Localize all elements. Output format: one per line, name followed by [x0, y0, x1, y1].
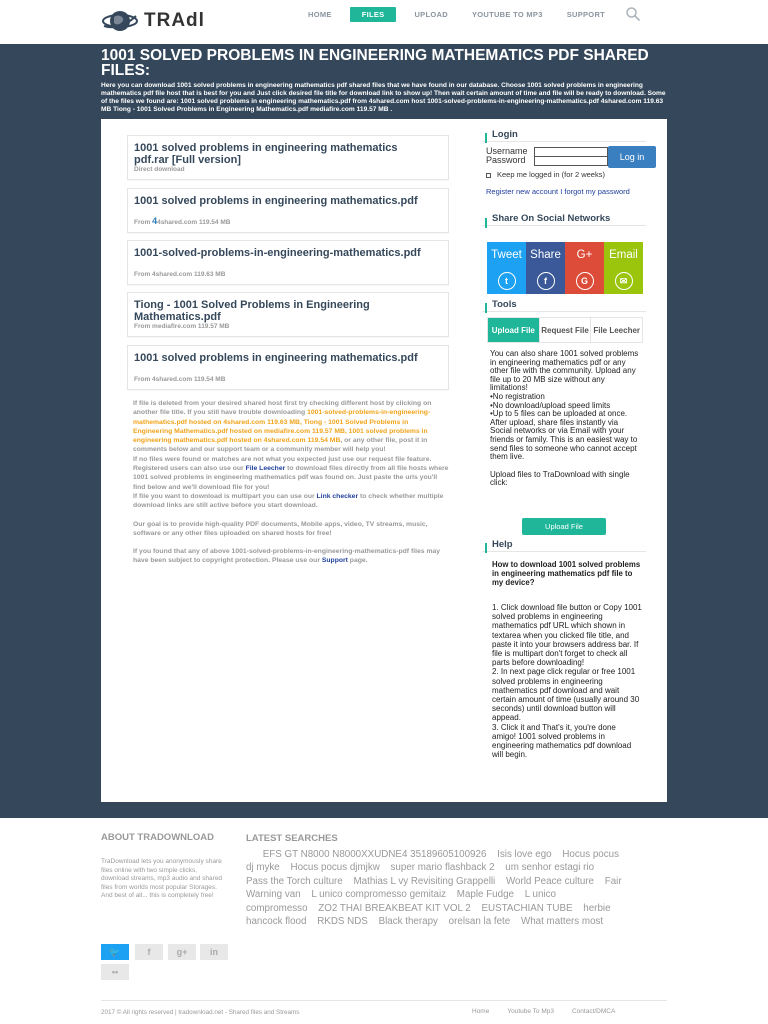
register-links — [486, 187, 646, 196]
file-card[interactable] — [127, 240, 449, 285]
info-p1b: , or any other file, post it in comments below and our support team or a community member will help you! — [133, 437, 428, 454]
search-link[interactable]: RKDS NDS — [317, 916, 368, 928]
upload-file-button[interactable]: Upload File — [522, 518, 606, 535]
footer-links — [472, 1008, 633, 1015]
nav-youtube-to-mp3[interactable]: YOUTUBE TO MP3 — [471, 9, 543, 19]
tools-heading: Tools — [482, 298, 646, 312]
keep-logged-in[interactable]: Keep me logged in (for 2 weeks) — [486, 171, 646, 180]
search-link[interactable]: Isis love ego — [497, 849, 552, 860]
file-title[interactable]: 1001 solved problems in engineering mathematics.pdf — [134, 195, 418, 207]
search-link[interactable]: orelsan la fete — [448, 916, 511, 928]
page-title: 1001 SOLVED PROBLEMS IN ENGINEERING MATHEMATICS PDF SHARED FILES: — [101, 47, 649, 79]
search-link[interactable]: Black therapy — [378, 916, 438, 928]
info-highlight-links[interactable]: 1001-solved-problems-in-engineering-mathematics.pdf hosted on 4shared.com 119.63 MB, Tiong - 1001 Solved Problems in Engineering Mathematics.pdf hosted on mediafire.com 119.57 MB, 1001 solved problems in engineering mathematics.pdf hosted on 4shared.com 119.54 MB — [133, 409, 431, 445]
facebook-icon[interactable]: f — [135, 944, 163, 960]
file-card[interactable] — [127, 135, 449, 180]
help-heading: Help — [482, 538, 646, 552]
info-p4a: If file you want to download is multipart you can use our — [133, 492, 317, 500]
email-icon[interactable]: ✉ — [604, 268, 643, 294]
about-text: TraDownload lets you anonymously share files online with two simple clicks, download streams, mp3 audio and shared files from worlds most popular Storages. And best of all... this is completely free! — [101, 858, 223, 900]
share-heading: Share On Social Networks — [482, 212, 646, 226]
register-link[interactable]: Register new account — [486, 187, 559, 196]
facebook-icon[interactable]: f — [526, 268, 565, 294]
tools-text — [490, 350, 642, 488]
file-meta: From mediafire.com 119.57 MB — [134, 323, 230, 330]
page-description: Here you can download 1001 solved problems in engineering mathematics pdf shared files that we have found in our database. Choose 1001 solved problems in engineering mathematics pdf file host that is best for you and Just click desired file title for download link to show up! Then wait certain amount of time and file will be ready to download. Some of the files we found are: 1001 solved problems in engineering mathematics.pdf from 4shared.com host 1001-solved-problems-in-engineering-mathematics.pdf 4shared.com 119.63 MB Tiong - 1001 Solved Problems in Engineering Mathematics.pdf mediafire.com 119.57 MB . — [101, 82, 666, 113]
info-p1a: If file is deleted from your desired shared host first try checking different host by clicking on another file title. If you still have trouble downloading — [133, 400, 432, 417]
tools-tabs — [487, 317, 643, 343]
search-link[interactable]: Fair Warning van — [246, 875, 622, 901]
login-heading: Login — [482, 128, 646, 142]
search-link[interactable]: World Peace culture — [505, 875, 595, 887]
tools-bullet: •No download/upload speed limits — [490, 400, 611, 410]
flickr-icon[interactable]: •• — [101, 964, 129, 980]
info-p3b: to download files directly from all file hosts where 1001 solved problems in engineering mathematics pdf was found on. Just paste the urls you'll find below and we'll download file for you! — [133, 465, 449, 491]
search-link[interactable]: herbie hancock flood — [246, 902, 611, 928]
link-checker-link[interactable]: Link checker — [316, 492, 359, 500]
help-step: 2. In next page click regular or free 1001 solved problems in engineering mathematics pdf download and wait certain amount of time (usually around 30 seconds) until download button will appead. — [492, 667, 640, 723]
tools-bullet: •No registration — [490, 391, 545, 401]
nav-home[interactable]: HOME — [308, 9, 332, 19]
main-nav — [296, 6, 641, 22]
footer-divider — [101, 1000, 667, 1001]
search-link[interactable]: L unico compromesso gemitaiz — [311, 889, 447, 901]
logo-text: TRAdl — [144, 10, 205, 31]
tab-file-leecher[interactable]: File Leecher — [593, 325, 641, 335]
twitter-icon[interactable]: 🐦 — [101, 944, 129, 960]
search-icon[interactable] — [625, 6, 641, 22]
search-link[interactable]: um senhor estagi rio — [505, 862, 595, 874]
meta-host: 4shared.com 119.54 MB — [157, 219, 231, 226]
latest-searches-heading: LATEST SEARCHES — [246, 833, 338, 844]
keep-checkbox[interactable] — [486, 173, 491, 178]
share-grid — [487, 242, 643, 295]
file-card[interactable] — [127, 345, 449, 390]
latest-searches — [246, 848, 626, 928]
info-p3a: Registered users can also use our — [133, 465, 246, 473]
forgot-password-link[interactable]: I forgot my password — [560, 187, 630, 196]
info-p6b: page. — [347, 557, 368, 565]
nav-files[interactable]: FILES — [350, 7, 397, 22]
search-link[interactable]: Hocus pocus dj myke — [246, 849, 619, 874]
4shared-logo-icon: 4 — [152, 216, 158, 226]
tools-intro: You can also share 1001 solved problems in engineering mathematics pdf or any other file with the community. Upload any file up to 20 MB size without any limitations! — [490, 349, 639, 393]
search-link[interactable]: EFS GT N8000 N8000XXUDNE4 35189605100926 — [262, 849, 487, 860]
file-title[interactable]: 1001-solved-problems-in-engineering-mathematics.pdf — [134, 247, 421, 259]
nav-support[interactable]: SUPPORT — [566, 9, 606, 19]
search-link[interactable]: What matters most — [520, 916, 604, 928]
file-card[interactable] — [127, 292, 449, 337]
tools-bullet: •Up to 5 files can be uploaded at once. — [490, 409, 628, 419]
linkedin-icon[interactable]: in — [200, 944, 228, 960]
file-card[interactable] — [127, 188, 449, 233]
username-label: Username — [486, 146, 528, 156]
info-p5: Our goal is to provide high-quality PDF documents, Mobile apps, video, TV streams, music, software or any other files uploaded on shared hosts for free! — [133, 520, 428, 537]
email-share-button[interactable]: Email — [604, 242, 643, 268]
footer-contact-link[interactable]: Contact/DMCA — [571, 1008, 616, 1015]
help-answer — [492, 603, 642, 759]
googleplus-icon[interactable]: G — [565, 268, 604, 294]
search-link[interactable]: EUSTACHIAN TUBE — [481, 902, 573, 914]
info-p4b: to check whether multiple download links are still active before you start download. — [133, 492, 444, 510]
tweet-button[interactable]: Tweet — [487, 242, 526, 268]
password-input[interactable] — [534, 156, 608, 166]
file-title[interactable]: 1001 solved problems in engineering mathematics.pdf — [134, 352, 418, 364]
search-link[interactable]: Pass the Torch culture — [246, 875, 343, 887]
file-leecher-link[interactable]: File Leecher — [245, 465, 286, 473]
help-step: 1. Click download file button or Copy 1001 solved problems in engineering mathematics pdf URL which shown in textarea when you clicked file title, and paste it into your browsers address bar. If file is multipart don't forget to check all parts before downloading! — [492, 603, 642, 668]
tools-text3: Upload files to TraDownload with single click: — [490, 469, 630, 488]
info-text — [133, 399, 449, 566]
about-heading: ABOUT TRADOWNLOAD — [101, 832, 214, 843]
file-meta: From 4shared.com 119.54 MB — [134, 376, 226, 383]
search-link[interactable]: Hocus pocus djmjkw — [290, 862, 380, 874]
tab-request-file[interactable]: Request File — [540, 318, 592, 342]
footer-youtube-link[interactable]: Youtube To Mp3 — [507, 1008, 554, 1015]
login-button[interactable]: Log in — [608, 146, 656, 168]
googleplus-share-button[interactable]: G+ — [565, 242, 604, 268]
tools-text2: After upload, share files instantly via Social networks or via Email with your friends or family. This is an easiest way to send files to someone who cannot accept them live. — [490, 417, 638, 462]
file-title[interactable]: 1001 solved problems in engineering mathematics pdf.rar [Full version] — [134, 142, 398, 166]
nav-upload[interactable]: UPLOAD — [414, 9, 448, 19]
search-link[interactable]: super mario flashback 2 — [390, 862, 495, 874]
file-meta: Direct download — [134, 166, 185, 173]
help-question: How to download 1001 solved problems in engineering mathematics pdf file to my device? — [492, 560, 641, 587]
search-link[interactable]: Maple Fudge — [456, 889, 514, 901]
help-step: 3. Click it and That's it, you're done amigo! 1001 solved problems in engineering mathematics pdf download will begin. — [492, 722, 632, 760]
file-meta — [134, 216, 230, 226]
info-p2: If no files were found or matches are not what you expected just use our request file feature. — [133, 455, 432, 463]
facebook-share-button[interactable]: Share — [526, 242, 565, 268]
meta-prefix: From — [134, 219, 151, 226]
copyright: 2017 © All rights reserved | tradownload.net - Shared files and Streams — [101, 1009, 300, 1016]
password-label: Password — [486, 155, 526, 165]
search-link[interactable]: ZO2 THAI BREAKBEAT KIT VOL 2 — [318, 902, 471, 914]
support-link[interactable]: Support — [321, 557, 348, 565]
file-title[interactable]: Tiong - 1001 Solved Problems in Engineering Mathematics.pdf — [134, 299, 370, 323]
search-link[interactable]: L unico compromesso — [246, 889, 556, 914]
globe-logo-icon — [100, 8, 140, 34]
footer-home-link[interactable]: Home — [472, 1008, 490, 1015]
googleplus-icon[interactable]: g+ — [168, 944, 196, 960]
twitter-icon[interactable]: t — [487, 268, 526, 294]
top-bar — [0, 0, 768, 44]
info-p6a: If you found that any of above 1001-solved-problems-in-engineering-mathematics-pdf files may have been subject to copyright protection. Please use our — [133, 548, 441, 565]
site-logo[interactable] — [100, 8, 205, 34]
tab-upload-file[interactable]: Upload File — [488, 318, 540, 342]
file-meta: From 4shared.com 119.63 MB — [134, 271, 226, 278]
search-link[interactable]: Mathias L vy Revisiting Grappelli — [353, 875, 496, 887]
